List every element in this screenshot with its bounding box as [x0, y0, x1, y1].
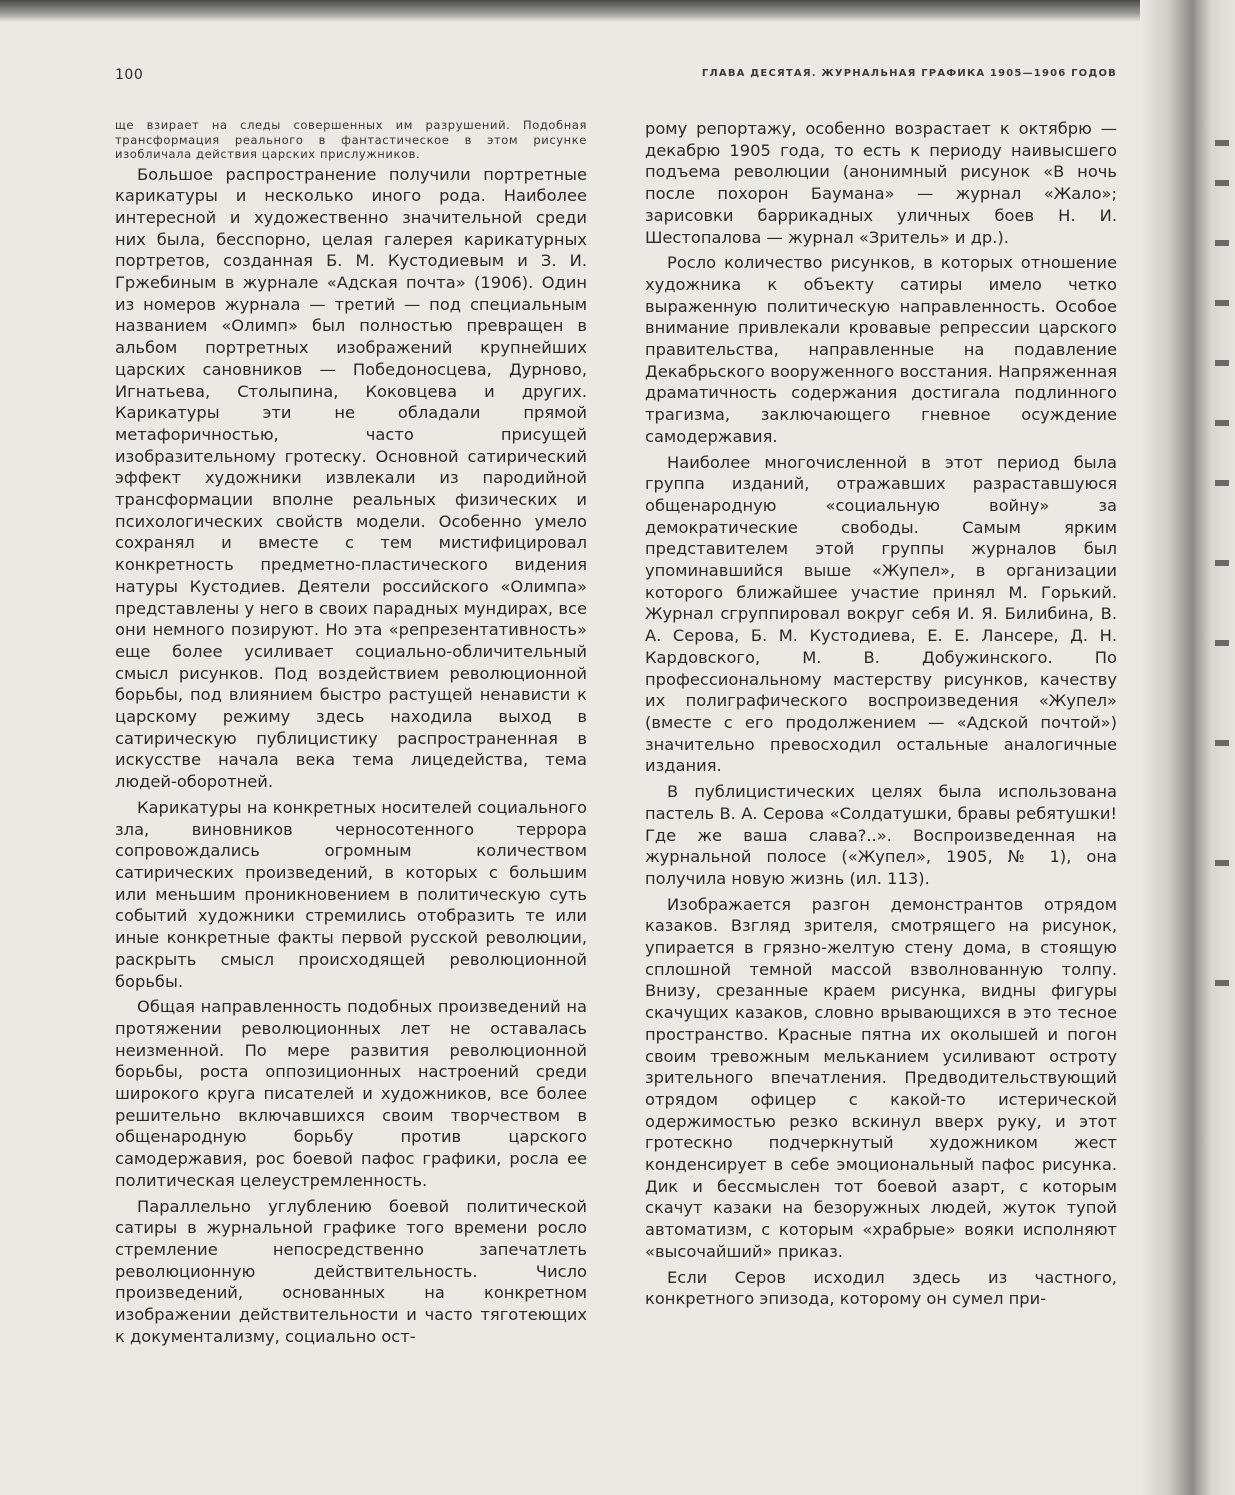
- paragraph: Общая направленность подобных произведений на протяжении революционных лет не оставалась неизменной. По мере развития революционной борьбы, роста оппозиционных настроений среди широкого круга писателей и художников, все более решительно включавшихся своим творчеством в общенародную борьбу против царского самодержавия, рос боевой пафос графики, росла ее политическая целеустремленность.: [115, 997, 587, 1190]
- spine-mark: [1215, 180, 1229, 186]
- paragraph: рому репортажу, особенно возрастает к октябрю — декабрю 1905 года, то есть к периоду наивысшего подъема революции (анонимный рисунок «В ночь после похорон Баумана» — журнал «Жало»; зарисовки баррикадных уличных боев Н. И. Шестопалова — журнал «Зритель» и др.).: [645, 119, 1117, 247]
- paragraph: Карикатуры на конкретных носителей социального зла, виновников черносотенного террора сопровождались огромным количеством сатирических произведений, в которых с большим или меньшим проникновением в политическую суть событий художники стремились отобразить те или иные конкретные факты первой русской революции, раскрыть смысл происходящей революционной борьбы.: [115, 797, 587, 991]
- left-column: [115, 118, 587, 1351]
- spine-mark: [1215, 480, 1229, 486]
- paragraph: Росло количество рисунков, в которых отношение художника к объекту сатиры имело четко выраженную политическую направленность. Особое внимание привлекали кровавые репрессии царского правительства, направленные на подавление Декабрьского вооруженного восстания. Напряженная драматичность содержания достигала подлинного трагизма, заключающего гневное осуждение самодержавия.: [645, 253, 1117, 446]
- paragraph: Наиболее многочисленной в этот период была группа изданий, отражавших разраставшуюся общенародную «социальную войну» за демократические свободы. Самым ярким представителем этой группы журналов был упоминавшийся выше «Жупел», в организации которого ближайшее участие принял М. Горький. Журнал сгруппировал вокруг себя И. Я. Билибина, В. А. Серова, Б. М. Кустодиева, Е. Е. Лансере, Д. Н. Кардовского, М. В. Добужинского. По профессиональному мастерству рисунков, качеству их полиграфического воспроизведения «Жупел» (вместе с его продолжением — «Адской почтой») значительно превосходил остальные аналогичные издания.: [645, 452, 1117, 776]
- running-head: ГЛАВА ДЕСЯТАЯ. ЖУРНАЛЬНАЯ ГРАФИКА 1905—1906 ГОДОВ: [701, 68, 1117, 79]
- spine-mark: [1215, 980, 1229, 986]
- paragraph: Если Серов исходил здесь из частного, конкретного эпизода, которому он сумел при-: [645, 1267, 1117, 1309]
- paragraph: В публицистических целях была использована пастель В. А. Серова «Солдатушки, бравы ребятушки! Где же ваша слава?..». Воспроизведенная на журнальной полосе («Жупел», 1905, № 1), она получила новую жизнь (ил. 113).: [645, 782, 1117, 888]
- spine-mark: [1215, 360, 1229, 366]
- paragraph: Изображается разгон демонстрантов отрядом казаков. Взгляд зрителя, смотрящего на рисунок, упирается в грязно-желтую стену дома, в стоящую сплошной темной массой взволнованную толпу. Внизу, срезанные краем рисунка, видны фигуры скачущих казаков, словно врывающихся в это тесное пространство. Красные пятна их околышей и погон своим тревожным мельканием усиливают остроту зрительного впечатления. Предводительствующий отрядом офицер с какой-то истерической одержимостью резко вскинул вверх руку, и этот гротескно подчеркнутый художником жест конденсирует в себе эмоциональный пафос рисунка. Дик и бессмыслен тот боевой азарт, с которым скачут казаки на безоружных людей, жуток тупой автоматизм, с которым «храбрые» вояки исполняют «высочайший» приказ.: [645, 894, 1117, 1261]
- paragraph: Параллельно углублению боевой политической сатиры в журнальной графике того времени росло стремление непосредственно запечатлеть революционную действительность. Число произведений, основанных на конкретном изображении действительности и часто тяготеющих к документализму, социально ост-: [115, 1196, 587, 1346]
- spine-mark: [1215, 640, 1229, 646]
- illustration-caption-tail: ще взирает на следы совершенных им разрушений. Подобная трансформация реального в фантастическое в этом рисунке изобличала действия царских прислужников.: [115, 118, 587, 161]
- scan-top-shadow: [0, 0, 1235, 22]
- spine-mark: [1215, 240, 1229, 246]
- spine-mark: [1215, 140, 1229, 146]
- paragraph: Большое распространение получили портретные карикатуры и несколько иного рода. Наиболее интересной и художественно значительной среди них была, бесспорно, целая галерея карикатурных портретов, созданная Б. М. Кустодиевым и З. И. Гржебиным в журнале «Адская почта» (1906). Один из номеров журнала — третий — под специальным названием «Олимп» был полностью превращен в альбом портретных изображений крупнейших царских сановников — Победоносцева, Дурново, Игнатьева, Столыпина, Коковцева и других. Карикатуры эти не обладали прямой метафоричностью, часто присущей изобразительному гротеску. Основной сатирический эффект художники извлекали из пародийной трансформации вполне реальных физических и психологических свойств модели. Особенно умело сохранял и вместе с тем мистифицировал конкретность предметно-пластического видения натуры Кустодиев. Деятели российского «Олимпа» представлены у него в своих парадных мундирах, все они немного позируют. Но эта «репрезентативность» еще более усиливает социально-обличительный смысл рисунков. Под воздействием революционной борьбы, под влиянием быстро растущей ненависти к царскому режиму здесь находила выход в сатирическую публицистику распространенная в искусстве начала века тема лицедейства, тема людей-оборотней.: [115, 164, 587, 792]
- spine-mark: [1215, 420, 1229, 426]
- spine-mark: [1215, 740, 1229, 746]
- spine-mark: [1215, 300, 1229, 306]
- spine-mark: [1215, 560, 1229, 566]
- page-number: 100: [115, 67, 144, 83]
- spine-mark: [1215, 860, 1229, 866]
- right-column: [645, 118, 1117, 1314]
- book-spine-edge: [1140, 0, 1235, 1495]
